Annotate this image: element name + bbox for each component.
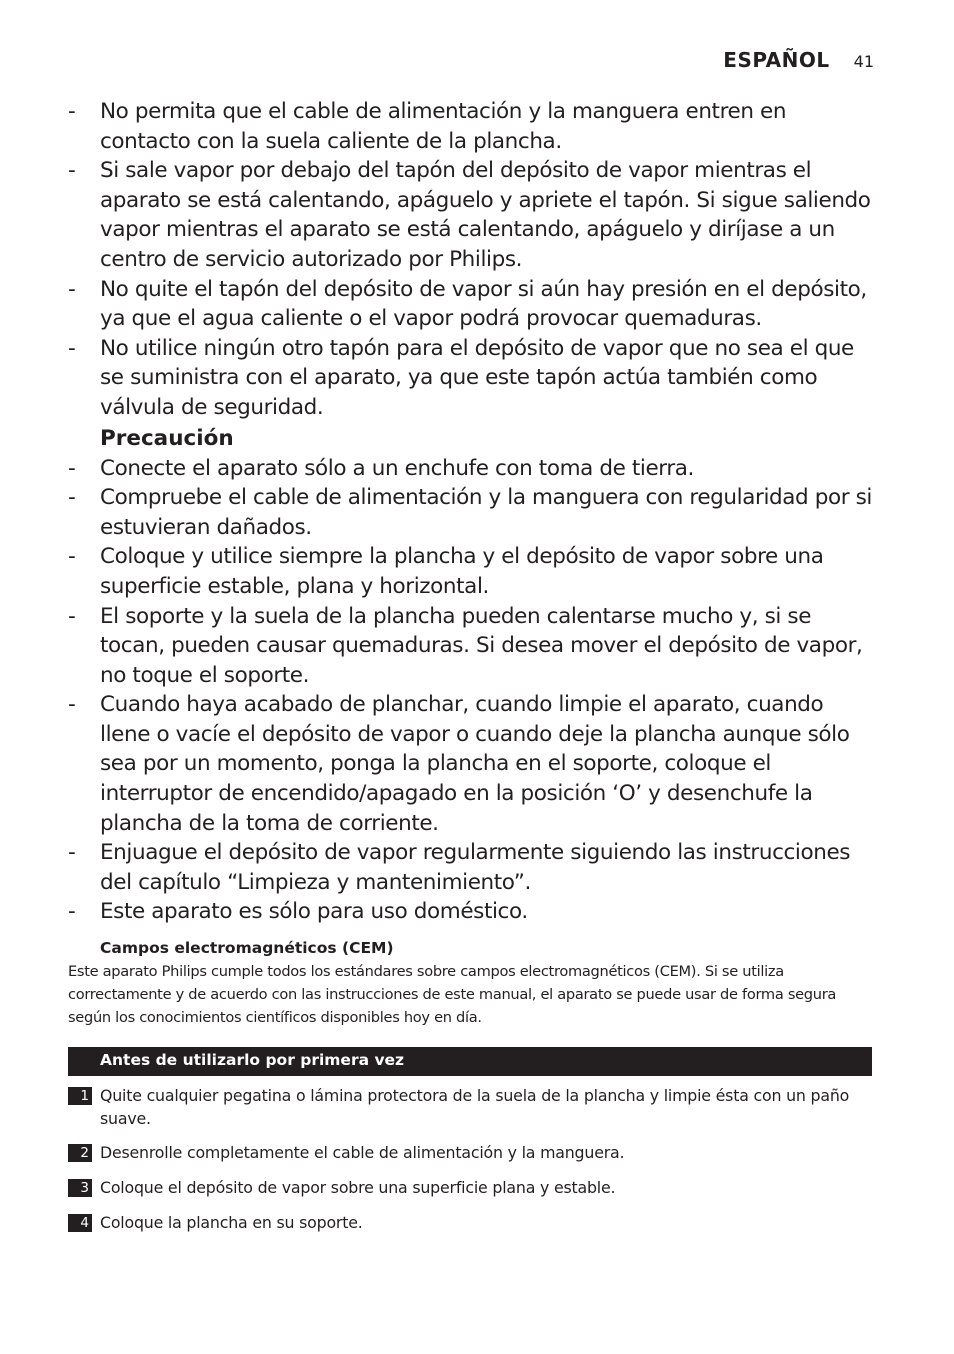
page-number: 41 bbox=[853, 52, 874, 71]
caution-heading: Precaución bbox=[100, 425, 234, 451]
step-item bbox=[68, 1176, 874, 1199]
emf-heading: Campos electromagnéticos (CEM) bbox=[100, 939, 394, 957]
list-item: - No utilice ningún otro tapón para el depósito de vapor que no sea el que se suministra con el aparato, ya que este tapón actúa también como válvula de seguridad. bbox=[68, 335, 854, 420]
list-item: - Enjuague el depósito de vapor regularmente siguiendo las instrucciones del capítulo “Limpieza y mantenimiento”. bbox=[68, 840, 851, 895]
language-label: ESPAÑOL bbox=[723, 48, 830, 72]
step-item bbox=[68, 1084, 874, 1130]
list-item: - No permita que el cable de alimentación y la manguera entren en contacto con la suela caliente de la plancha. bbox=[68, 99, 787, 154]
list-item: - Conecte el aparato sólo a un enchufe con toma de tierra. bbox=[68, 455, 694, 481]
step-item bbox=[68, 1211, 874, 1234]
step-number-badge: 3 bbox=[68, 1179, 92, 1197]
step-item bbox=[68, 1141, 874, 1164]
list-item: - Si sale vapor por debajo del tapón del depósito de vapor mientras el aparato se está calentando, apáguelo y apriete el tapón. Si sigue saliendo vapor mientras el aparato se está calentando, apáguelo y diríjase a un centro de servicio autorizado por Philips. bbox=[68, 158, 871, 272]
list-item: - Coloque y utilice siempre la plancha y el depósito de vapor sobre una superficie estable, plana y horizontal. bbox=[68, 544, 824, 599]
section-heading-band bbox=[68, 1047, 872, 1076]
step-text: Quite cualquier pegatina o lámina protectora de la suela de la plancha y limpie ésta con un paño suave. bbox=[100, 1086, 850, 1128]
emf-section bbox=[68, 936, 874, 1029]
list-item: - No quite el tapón del depósito de vapor si aún hay presión en el depósito, ya que el agua caliente o el vapor podrá provocar quemaduras. bbox=[68, 276, 867, 332]
page-header bbox=[723, 48, 874, 72]
step-number-badge: 2 bbox=[68, 1144, 92, 1162]
list-item: - Compruebe el cable de alimentación y la manguera con regularidad por si estuvieran dañados. bbox=[68, 485, 872, 540]
list-item: - El soporte y la suela de la plancha pueden calentarse mucho y, si se tocan, pueden causar quemaduras. Si desea mover el depósito de vapor, no toque el soporte. bbox=[68, 603, 863, 688]
first-use-heading: Antes de utilizarlo por primera vez bbox=[100, 1051, 405, 1069]
emf-paragraph: Este aparato Philips cumple todos los estándares sobre campos electromagnéticos (CEM). Si se utiliza correctamente y de acuerdo con las instrucciones de este manual, el aparato se puede usar de forma segura según los conocimientos científicos disponibles hoy en día. bbox=[68, 963, 837, 1026]
step-number-badge: 4 bbox=[68, 1214, 92, 1232]
step-text: Coloque el depósito de vapor sobre una superficie plana y estable. bbox=[100, 1178, 616, 1197]
warnings-section bbox=[68, 97, 874, 927]
list-item: - Este aparato es sólo para uso doméstico. bbox=[68, 899, 528, 925]
step-text: Coloque la plancha en su soporte. bbox=[100, 1213, 363, 1232]
list-item: - Cuando haya acabado de planchar, cuando limpie el aparato, cuando llene o vacíe el depósito de vapor o cuando deje la plancha aunque sólo sea por un momento, ponga la plancha en el soporte, coloque el interruptor de encendido/apagado en la posición ‘O’ y desenchufe la plancha de la toma de corriente. bbox=[68, 692, 850, 836]
step-text: Desenrolle completamente el cable de alimentación y la manguera. bbox=[100, 1143, 625, 1162]
step-number-badge: 1 bbox=[68, 1087, 92, 1105]
